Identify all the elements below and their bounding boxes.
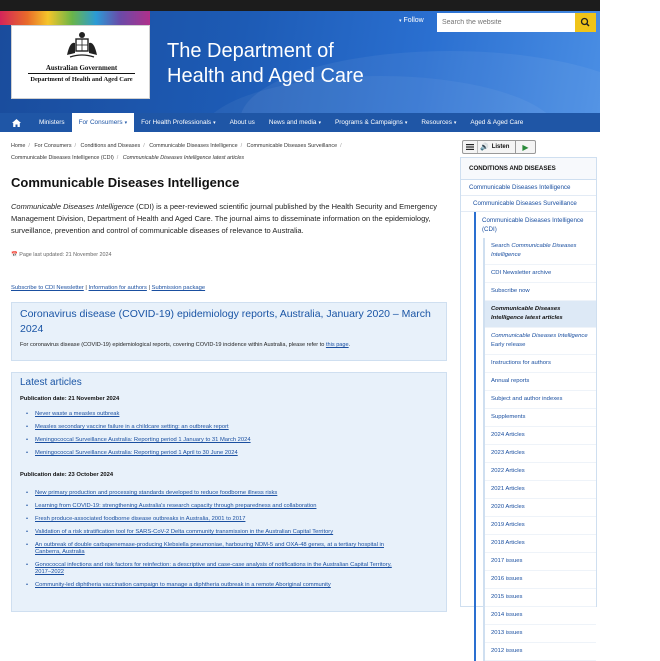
- sidebar-item[interactable]: Supplements: [485, 409, 596, 427]
- breadcrumb-link[interactable]: Home: [11, 143, 26, 149]
- breadcrumb-link[interactable]: Conditions and Diseases: [80, 143, 141, 149]
- search-icon: [575, 13, 596, 32]
- sidebar-item-early-release[interactable]: Communicable Diseases Intelligence Early release: [485, 328, 596, 355]
- sidebar-nav: [460, 157, 597, 654]
- sidebar-item-surveillance[interactable]: Communicable Diseases Surveillance: [461, 196, 596, 212]
- sidebar-item[interactable]: 2013 issues: [485, 625, 596, 643]
- breadcrumb-link[interactable]: For Consumers: [34, 143, 72, 149]
- sidebar-item[interactable]: 2022 Articles: [485, 463, 596, 481]
- speaker-icon: 🔊: [480, 144, 489, 151]
- sidebar-item[interactable]: 2017 issues: [485, 553, 596, 571]
- article-link[interactable]: • Community-led diphtheria vaccination campaign to manage a diphtheria outbreak in a remote Aboriginal community: [20, 582, 400, 589]
- play-icon: ▶: [522, 142, 529, 152]
- sidebar-item[interactable]: 2015 issues: [485, 589, 596, 607]
- submission-package-link[interactable]: Submission package: [151, 285, 206, 291]
- sidebar-item[interactable]: 2014 issues: [485, 607, 596, 625]
- nav-home[interactable]: [0, 113, 32, 132]
- latest-articles-title: Latest articles: [20, 377, 82, 388]
- intro-paragraph: [11, 201, 443, 237]
- nav-ministers[interactable]: Ministers: [39, 119, 65, 126]
- sidebar-subtree: [474, 212, 596, 661]
- chevron-down-icon: ▾: [453, 120, 457, 126]
- sidebar-item[interactable]: Instructions for authors: [485, 355, 596, 373]
- play-button[interactable]: [515, 140, 535, 154]
- listen-menu-button[interactable]: [463, 141, 478, 153]
- subscribe-link[interactable]: Subscribe to CDI Newsletter: [11, 285, 84, 291]
- sidebar-item[interactable]: 2012 issues: [485, 643, 596, 661]
- breadcrumb-link[interactable]: Communicable Diseases Surveillance: [246, 143, 338, 149]
- article-link[interactable]: • Meningococcal Surveillance Australia: Reporting period 1 January to 31 March 2024: [20, 437, 400, 444]
- breadcrumb-link[interactable]: Communicable Diseases Intelligence: [149, 143, 238, 149]
- search-button[interactable]: [575, 13, 596, 32]
- home-icon: [12, 119, 21, 127]
- nav-for-consumers[interactable]: For Consumers ▾: [72, 113, 135, 132]
- site-header: [0, 11, 600, 113]
- chevron-down-icon: ▾: [404, 120, 408, 126]
- nav-aged-care[interactable]: Aged & Aged Care: [470, 119, 524, 126]
- sidebar-item[interactable]: 2016 issues: [485, 571, 596, 589]
- breadcrumb-current: Communicable Diseases Intelligence latest articles: [122, 155, 245, 161]
- calendar-icon: 📅: [11, 252, 18, 258]
- article-link[interactable]: • Never waste a measles outbreak: [20, 411, 400, 418]
- sidebar-item[interactable]: Subject and author indexes: [485, 391, 596, 409]
- chevron-down-icon: ▾: [124, 120, 128, 126]
- article-link[interactable]: • Meningococcal Surveillance Australia: Reporting period 1 April to 30 June 2024: [20, 450, 400, 457]
- latest-articles-panel: [11, 372, 447, 612]
- article-link[interactable]: • An outbreak of double carbapenemase-producing Klebsiella pneumoniae, harbouring NDM-5 and OXA-48 genes, at a tertiary hospital in Canberra, Australia: [20, 542, 400, 556]
- article-list: [20, 490, 400, 589]
- sidebar-item[interactable]: 2023 Articles: [485, 445, 596, 463]
- breadcrumb: Home / For Consumers / Conditions and Diseases / Communicable Diseases Intelligence / Communicable Diseases Surveillance / Communicable Diseases Intelligence (CDI) / Communicable Diseases Intelligence latest articles: [11, 143, 342, 161]
- logo-divider: [28, 73, 135, 74]
- article-link[interactable]: • Validation of a risk stratification tool for SARS-CoV-2 Delta community transmission in the Australian Capital Territory: [20, 529, 400, 536]
- authors-info-link[interactable]: Information for authors: [88, 285, 147, 291]
- publication-date: Publication date: 21 November 2024: [20, 396, 120, 402]
- sidebar-item-newsletter[interactable]: CDI Newsletter archive: [485, 265, 596, 283]
- search-input[interactable]: [437, 13, 575, 32]
- article-link[interactable]: • New primary production and processing standards developed to reduce foodborne illness risks: [20, 490, 400, 497]
- sidebar-item-subscribe[interactable]: Subscribe now: [485, 283, 596, 301]
- sidebar-item-cdi-journal[interactable]: Communicable Diseases Intelligence (CDI): [482, 217, 584, 233]
- covid-page-link[interactable]: this page: [325, 342, 349, 348]
- menu-icon: [466, 144, 474, 150]
- chevron-down-icon: ▾: [318, 120, 321, 126]
- article-link[interactable]: • Learning from COVID-19: strengthening Australia's research capacity through preparedness and collaboration: [20, 503, 400, 510]
- sidebar-item-search[interactable]: Search Communicable Diseases Intelligence: [485, 238, 596, 265]
- main-nav: [0, 113, 600, 132]
- journal-name: Communicable Diseases Intelligence: [11, 202, 134, 211]
- site-title-line2: Health and Aged Care: [167, 65, 364, 87]
- article-link[interactable]: • Gonococcal infections and risk factors for reinfection: a descriptive and case-case analysis of notifications in the Australian Capital Territory, 2017–2022: [20, 562, 400, 576]
- breadcrumb-link[interactable]: Communicable Diseases Intelligence (CDI): [11, 155, 114, 161]
- sidebar-item[interactable]: 2020 Articles: [485, 499, 596, 517]
- site-title: [167, 39, 364, 89]
- article-link[interactable]: • Measles secondary vaccine failure in a childcare setting: an outbreak report: [20, 424, 400, 431]
- logo-text-government: Australian Government: [45, 64, 118, 72]
- chevron-down-icon: ▾: [213, 120, 216, 126]
- sidebar-heading: CONDITIONS AND DISEASES: [461, 158, 596, 180]
- nav-news-and-media[interactable]: News and media ▾: [268, 119, 321, 126]
- covid-panel-title[interactable]: Coronavirus disease (COVID-19) epidemiology reports, Australia, January 2020 – March 2024: [20, 308, 431, 335]
- logo-text-department: Department of Health and Aged Care: [30, 76, 133, 83]
- sidebar-item[interactable]: Annual reports: [485, 373, 596, 391]
- sidebar-item[interactable]: 2021 Articles: [485, 481, 596, 499]
- listen-button[interactable]: Listen: [491, 144, 510, 150]
- rainbow-bar: [0, 11, 150, 25]
- nav-programs-campaigns[interactable]: Programs & Campaigns ▾: [335, 119, 408, 126]
- article-list: [20, 411, 400, 457]
- article-link[interactable]: • Fresh produce-associated foodborne disease outbreaks in Australia, 2001 to 2017: [20, 516, 400, 523]
- sidebar-item[interactable]: 2024 Articles: [485, 427, 596, 445]
- page-title: Communicable Diseases Intelligence: [11, 175, 240, 190]
- coat-of-arms-icon: [64, 31, 100, 61]
- sidebar-item-cdi[interactable]: Communicable Diseases Intelligence: [461, 180, 596, 196]
- government-logo[interactable]: [11, 25, 150, 99]
- page-updated: 📅 Page last updated: 21 November 2024: [11, 252, 112, 258]
- sidebar-item[interactable]: 2018 Articles: [485, 535, 596, 553]
- sidebar-item[interactable]: 2019 Articles: [485, 517, 596, 535]
- follow-button[interactable]: [399, 17, 424, 24]
- nav-about-us[interactable]: About us: [229, 119, 255, 126]
- sidebar-subitems: [483, 238, 596, 661]
- covid-panel: [11, 302, 447, 361]
- sidebar-item-latest-articles[interactable]: Communicable Diseases Intelligence latest articles: [485, 301, 596, 328]
- quick-links: Subscribe to CDI Newsletter | Information for authors | Submission package: [11, 285, 206, 291]
- nav-for-health-professionals[interactable]: For Health Professionals ▾: [141, 119, 216, 126]
- site-title-line1: The Department of: [167, 40, 334, 62]
- intro-text: (CDI) is a peer-reviewed scientific journal published by the Health Security and Emergency Management Division, Department of Health and Aged Care. The journal aims to disseminate information on the epidemiology, surveillance, prevention and control of communicable diseases of relevance to Australia.: [11, 202, 438, 235]
- nav-resources[interactable]: Resources ▾: [421, 119, 457, 126]
- follow-label: Follow: [403, 17, 424, 24]
- publication-date: Publication date: 23 October 2024: [20, 472, 114, 478]
- covid-panel-desc: For coronavirus disease (COVID-19) epidemiological reports, covering COVID-19 incidence within Australia, please refer to this page.: [20, 342, 351, 348]
- top-strip: [0, 0, 600, 11]
- chevron-down-icon: ▾: [399, 18, 402, 24]
